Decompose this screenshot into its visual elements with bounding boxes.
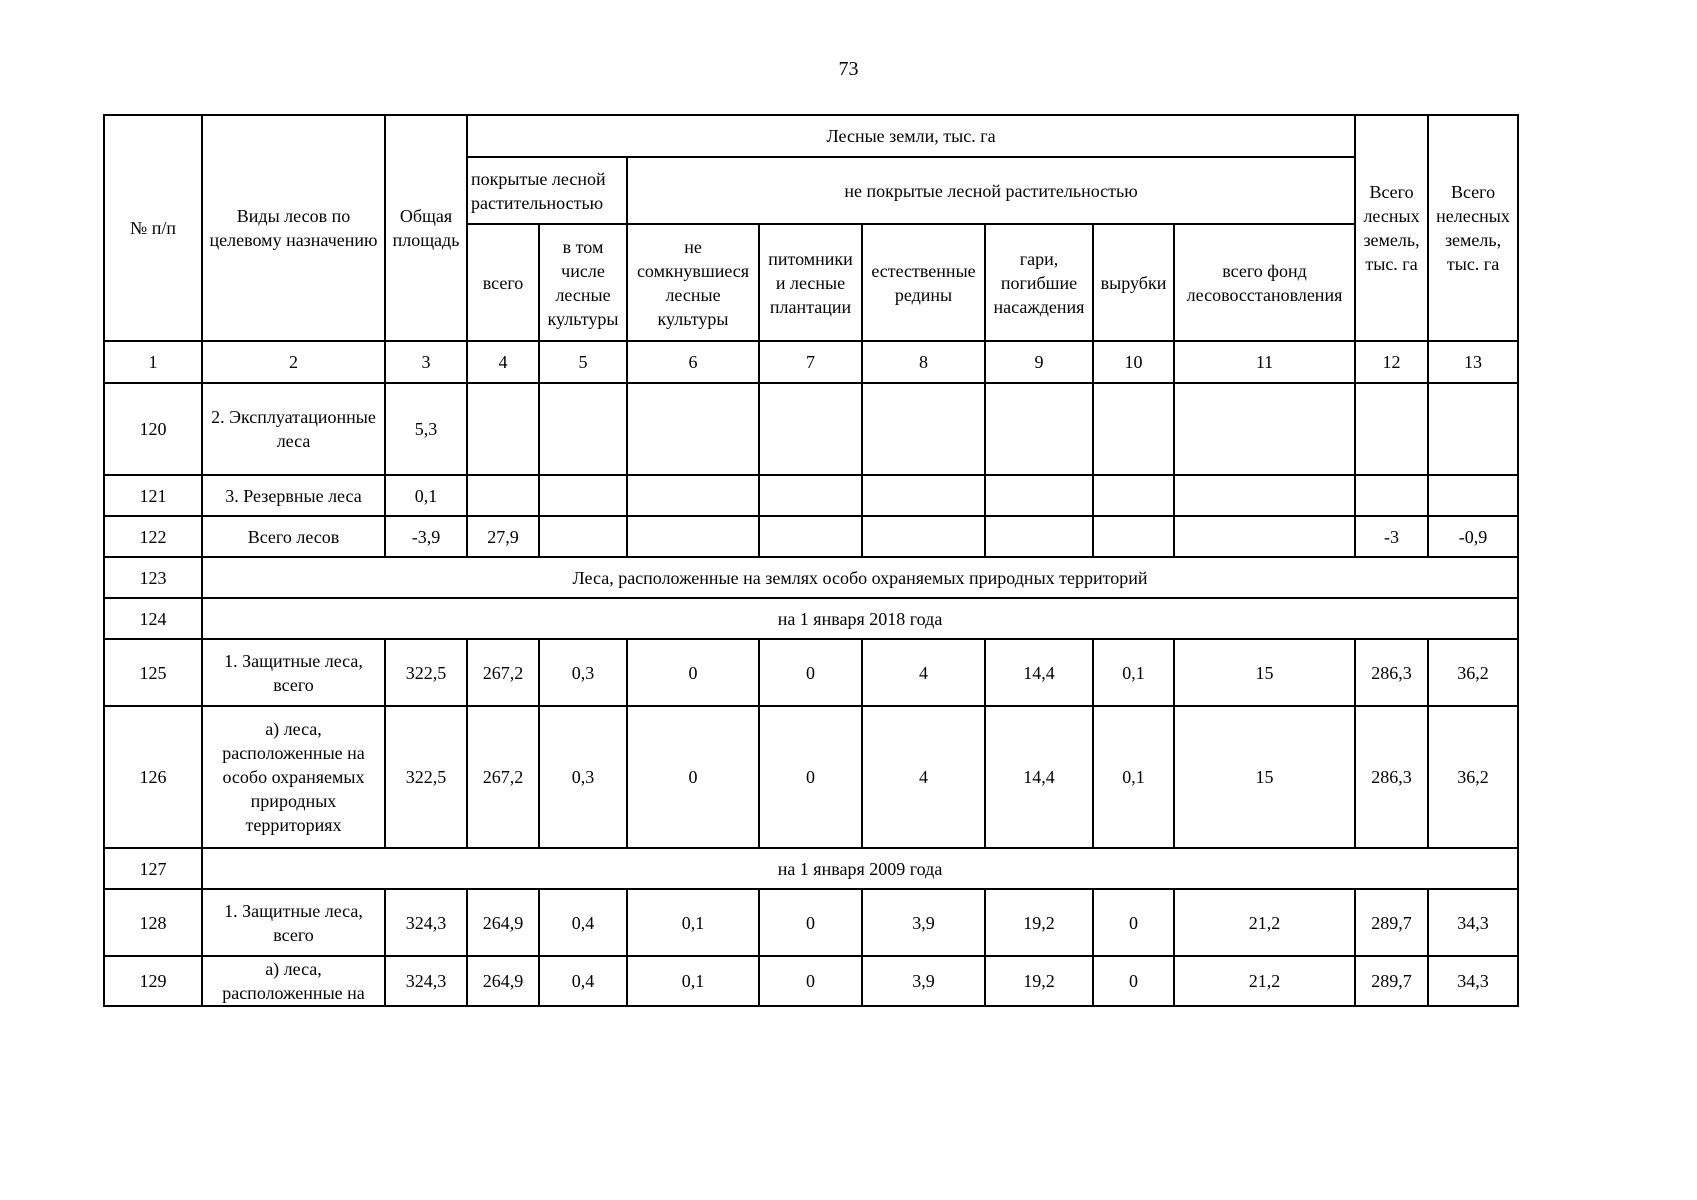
cell — [1428, 475, 1518, 516]
header-forest-lands: Лесные земли, тыс. га — [467, 115, 1355, 157]
cell: 0,3 — [539, 706, 627, 848]
table-row — [104, 557, 1518, 598]
cell: 289,7 — [1355, 956, 1428, 1006]
cell: 3,9 — [862, 956, 985, 1006]
cell: 34,3 — [1428, 889, 1518, 956]
cell: 15 — [1174, 706, 1355, 848]
cell: 0,1 — [1093, 639, 1174, 706]
cell: 0 — [759, 706, 862, 848]
cell: 322,5 — [385, 639, 467, 706]
cell — [467, 383, 539, 475]
row-number: 122 — [104, 516, 202, 557]
cell: 267,2 — [467, 706, 539, 848]
cell — [539, 516, 627, 557]
cell: 19,2 — [985, 956, 1093, 1006]
cell: 4 — [862, 639, 985, 706]
cell: 0 — [1093, 956, 1174, 1006]
cell: 0 — [627, 706, 759, 848]
table-row — [104, 598, 1518, 639]
cell: 14,4 — [985, 706, 1093, 848]
table-row — [104, 956, 1518, 1006]
column-number: 11 — [1174, 341, 1355, 383]
cell: 0,1 — [627, 889, 759, 956]
cell: 0 — [759, 639, 862, 706]
cell — [1174, 516, 1355, 557]
header-nurseries: питомники и лесные плантации — [759, 224, 862, 341]
cell: 289,7 — [1355, 889, 1428, 956]
cell — [627, 383, 759, 475]
column-number: 12 — [1355, 341, 1428, 383]
header-forest-cultures: в том числе лесные культуры — [539, 224, 627, 341]
cell — [627, 475, 759, 516]
header-clearings: вырубки — [1093, 224, 1174, 341]
row-number: 125 — [104, 639, 202, 706]
cell — [985, 516, 1093, 557]
row-name: 1. Защитные леса, всего — [202, 889, 385, 956]
header-total-nonforest-lands: Всего нелесных земель, тыс. га — [1428, 115, 1518, 341]
cell: 0,1 — [1093, 706, 1174, 848]
cell — [467, 475, 539, 516]
cell: 36,2 — [1428, 639, 1518, 706]
table-row — [104, 639, 1518, 706]
cell: 264,9 — [467, 956, 539, 1006]
cell — [759, 383, 862, 475]
row-name: а) леса, расположенные на — [202, 956, 385, 1006]
row-number: 126 — [104, 706, 202, 848]
column-number: 3 — [385, 341, 467, 383]
cell — [862, 383, 985, 475]
column-number: 6 — [627, 341, 759, 383]
cell — [862, 475, 985, 516]
column-number: 10 — [1093, 341, 1174, 383]
cell — [1093, 383, 1174, 475]
cell: 15 — [1174, 639, 1355, 706]
header-not-covered: не покрытые лесной растительностью — [627, 157, 1355, 224]
cell: 4 — [862, 706, 985, 848]
header-covered-total: всего — [467, 224, 539, 341]
column-number: 2 — [202, 341, 385, 383]
cell: 21,2 — [1174, 889, 1355, 956]
table-row — [104, 706, 1518, 848]
cell: 0,3 — [539, 639, 627, 706]
row-number: 124 — [104, 598, 202, 639]
column-number: 7 — [759, 341, 862, 383]
row-number: 129 — [104, 956, 202, 1006]
cell: 0,4 — [539, 956, 627, 1006]
cell: 21,2 — [1174, 956, 1355, 1006]
table-row — [104, 848, 1518, 889]
cell — [1174, 383, 1355, 475]
date-heading: на 1 января 2009 года — [202, 848, 1518, 889]
cell: 36,2 — [1428, 706, 1518, 848]
cell — [1428, 383, 1518, 475]
column-number: 4 — [467, 341, 539, 383]
cell: 286,3 — [1355, 706, 1428, 848]
row-name: Всего лесов — [202, 516, 385, 557]
cell-total-nonforest-lands: -0,9 — [1428, 516, 1518, 557]
cell-total-area: -3,9 — [385, 516, 467, 557]
cell — [985, 475, 1093, 516]
row-name: 1. Защитные леса, всего — [202, 639, 385, 706]
column-number: 13 — [1428, 341, 1518, 383]
row-number: 121 — [104, 475, 202, 516]
cell: 264,9 — [467, 889, 539, 956]
header-covered: покрытые лесной растительностью — [467, 157, 627, 224]
cell-covered-total: 27,9 — [467, 516, 539, 557]
cell — [539, 475, 627, 516]
table-row — [104, 475, 1518, 516]
cell-total-area: 0,1 — [385, 475, 467, 516]
row-name: 2. Эксплуатационные леса — [202, 383, 385, 475]
cell: 0 — [759, 889, 862, 956]
cell: 0 — [627, 639, 759, 706]
cell — [862, 516, 985, 557]
row-name: а) леса, расположенные на особо охраняемых природных территориях — [202, 706, 385, 848]
cell-total-area: 5,3 — [385, 383, 467, 475]
header-reforestation-fund: всего фонд лесовосстановления — [1174, 224, 1355, 341]
cell — [1093, 516, 1174, 557]
column-number: 8 — [862, 341, 985, 383]
table-row — [104, 889, 1518, 956]
section-heading: Леса, расположенные на землях особо охраняемых природных территорий — [202, 557, 1518, 598]
header-total-forest-lands: Всего лесных земель, тыс. га — [1355, 115, 1428, 341]
page-number: 73 — [838, 58, 859, 80]
cell: 267,2 — [467, 639, 539, 706]
cell: 14,4 — [985, 639, 1093, 706]
cell — [627, 516, 759, 557]
cell — [539, 383, 627, 475]
cell: 324,3 — [385, 956, 467, 1006]
row-number: 123 — [104, 557, 202, 598]
cell: 0 — [759, 956, 862, 1006]
date-heading: на 1 января 2018 года — [202, 598, 1518, 639]
header-num: № п/п — [104, 115, 202, 341]
cell — [1174, 475, 1355, 516]
cell: 0 — [1093, 889, 1174, 956]
header-unclosed-cultures: не сомкнувшиеся лесные культуры — [627, 224, 759, 341]
cell: 34,3 — [1428, 956, 1518, 1006]
cell: 286,3 — [1355, 639, 1428, 706]
header-total-area: Общая площадь — [385, 115, 467, 341]
cell — [759, 516, 862, 557]
row-number: 127 — [104, 848, 202, 889]
column-number: 1 — [104, 341, 202, 383]
header-burnt-areas: гари, погибшие насаждения — [985, 224, 1093, 341]
cell — [1093, 475, 1174, 516]
cell: 19,2 — [985, 889, 1093, 956]
column-number: 5 — [539, 341, 627, 383]
table-row — [104, 383, 1518, 475]
cell: 324,3 — [385, 889, 467, 956]
cell: 0,4 — [539, 889, 627, 956]
forest-lands-table — [103, 114, 1519, 1007]
row-number: 120 — [104, 383, 202, 475]
row-number: 128 — [104, 889, 202, 956]
header-forest-type: Виды лесов по целевому назначению — [202, 115, 385, 341]
cell: 322,5 — [385, 706, 467, 848]
header-sparse-stands: естественные редины — [862, 224, 985, 341]
cell — [985, 383, 1093, 475]
cell — [1355, 475, 1428, 516]
cell: 3,9 — [862, 889, 985, 956]
table-row — [104, 516, 1518, 557]
cell — [1355, 383, 1428, 475]
row-name: 3. Резервные леса — [202, 475, 385, 516]
column-number: 9 — [985, 341, 1093, 383]
cell-total-forest-lands: -3 — [1355, 516, 1428, 557]
cell: 0,1 — [627, 956, 759, 1006]
cell — [759, 475, 862, 516]
